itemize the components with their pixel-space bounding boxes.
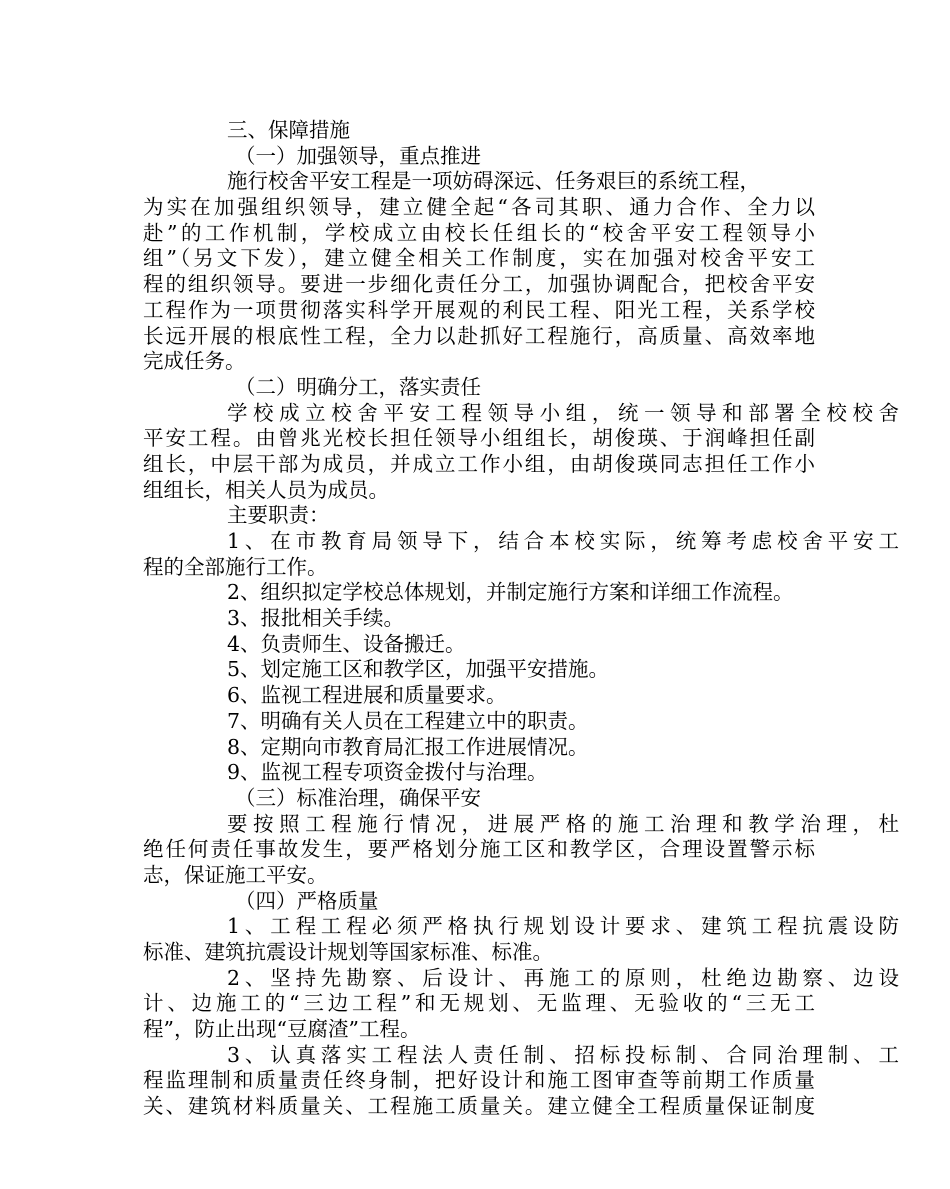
text-line: 组长，中层干部为成员，并成立工作小组，由胡俊瑛同志担任工作小 — [143, 451, 815, 476]
text-line: 长远开展的根底性工程，全力以赴抓好工程施行，高质量、高效率地 — [143, 323, 815, 348]
text-line: 赴”的工作机制，学校成立由校长任组长的“校舍平安工程领导小 — [143, 220, 815, 245]
text-line: 工程作为一项贯彻落实科学开展观的利民工程、阳光工程，关系学校 — [143, 297, 815, 322]
text-line: 9、监视工程专项资金拨付与治理。 — [227, 760, 548, 785]
text-line: 7、明确有关人员在工程建立中的职责。 — [227, 708, 589, 733]
text-line: 8、定期向市教育局汇报工作进展情况。 — [227, 734, 589, 759]
text-line: 组”（另文下发），建立健全相关工作制度，实在加强对校舍平安工 — [143, 246, 815, 271]
text-line: 4、负责师生、设备搬迁。 — [227, 631, 466, 656]
text-line: 程监理制和质量责任终身制，把好设计和施工图审查等前期工作质量 — [143, 1068, 815, 1093]
text-line: 要按照工程施行情况，进展严格的施工治理和教学治理，杜 — [227, 811, 899, 836]
text-line: 施行校舍平安工程是一项妨碍深远、任务艰巨的系统工程， — [227, 169, 760, 194]
text-line: 2、组织拟定学校总体规划，并制定施行方案和详细工作流程。 — [227, 580, 794, 605]
text-line: 主要职责： — [227, 503, 330, 528]
document-page — [143, 118, 899, 1120]
text-line: （四）严格质量 — [235, 888, 379, 913]
text-line: 绝任何责任事故发生，要严格划分施工区和教学区，合理设置警示标 — [143, 837, 815, 862]
text-line: （三）标准治理，确保平安 — [235, 785, 481, 810]
text-line: 标准、建筑抗震设计规划等国家标准、标准。 — [143, 940, 553, 964]
text-line: （二）明确分工，落实责任 — [235, 374, 481, 399]
text-line: 计、边施工的“三边工程”和无规划、无监理、无验收的“三无工 — [143, 991, 815, 1016]
text-line: 程的全部施行工作。 — [143, 554, 328, 579]
text-line: 完成任务。 — [143, 349, 246, 374]
text-line: 1、在市教育局领导下，结合本校实际，统筹考虑校舍平安工 — [227, 529, 899, 553]
text-line: 程”，防止出现“豆腐渣”工程。 — [143, 1017, 421, 1042]
text-line: 学校成立校舍平安工程领导小组，统一领导和部署全校校舍 — [227, 400, 899, 425]
text-line: （一）加强领导，重点推进 — [235, 143, 481, 168]
text-line: 6、监视工程进展和质量要求。 — [227, 683, 507, 708]
text-line: 志，保证施工平安。 — [143, 862, 328, 887]
text-line: 关、建筑材料质量关、工程施工质量关。建立健全工程质量保证制度 — [143, 1094, 815, 1119]
text-line: 程的组织领导。要进一步细化责任分工，加强协调配合，把校舍平安 — [143, 272, 815, 297]
text-line: 三、保障措施 — [227, 118, 350, 142]
text-line: 组组长，相关人员为成员。 — [143, 477, 389, 502]
text-line: 3、认真落实工程法人责任制、招标投标制、合同治理制、工 — [227, 1042, 899, 1067]
text-line: 为实在加强组织领导，建立健全起“各司其职、通力合作、全力以 — [143, 195, 815, 220]
text-line: 3、报批相关手续。 — [227, 606, 405, 631]
text-line: 2、坚持先勘察、后设计、再施工的原则，杜绝边勘察、边设 — [227, 965, 899, 990]
text-line: 平安工程。由曾兆光校长担任领导小组组长，胡俊瑛、于润峰担任副 — [143, 426, 815, 451]
text-line: 1、工程工程必须严格执行规划设计要求、建筑工程抗震设防 — [227, 914, 899, 939]
text-line: 5、划定施工区和教学区，加强平安措施。 — [227, 657, 610, 682]
